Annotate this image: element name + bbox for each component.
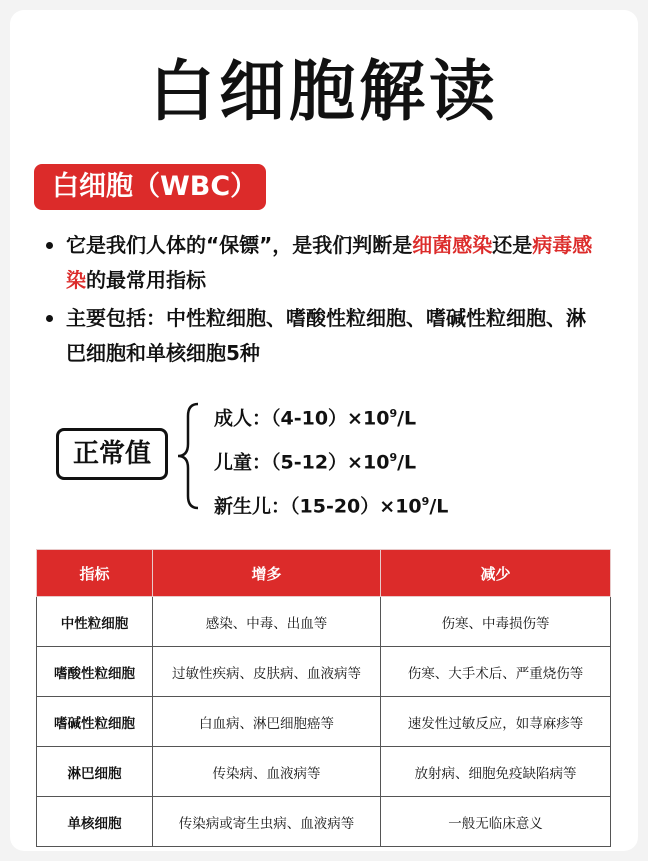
range-unit: /L: [429, 495, 449, 518]
range-unit: /L: [397, 451, 417, 474]
page-title: 白细胞解读: [149, 53, 499, 130]
viral-infection-highlight: 病毒感染: [66, 233, 593, 292]
cell-indicator: 嗜碱性粒细胞: [37, 697, 153, 747]
bullet1-text-2: 还是: [492, 233, 533, 257]
cell-decrease: 放射病、细胞免疫缺陷病等: [381, 747, 611, 797]
cell-increase: 感染、中毒、出血等: [153, 597, 381, 647]
range-exponent: 9: [389, 451, 398, 464]
table-header-row: [37, 550, 611, 597]
cell-decrease: 速发性过敏反应，如荨麻疹等: [381, 697, 611, 747]
table-row: [37, 747, 611, 797]
table-row: [37, 797, 611, 847]
cell-decrease: 伤寒、中毒损伤等: [381, 597, 611, 647]
range-exponent: 9: [389, 407, 398, 420]
range-unit: /L: [397, 407, 417, 430]
bullet1-text-3: 的最常用指标: [86, 268, 206, 292]
cell-increase: 传染病、血液病等: [153, 747, 381, 797]
table-row: [37, 647, 611, 697]
bullet-item-role: [44, 228, 604, 298]
header-increase: 增多: [153, 550, 381, 597]
table-row: [37, 697, 611, 747]
cell-indicator: 淋巴细胞: [37, 747, 153, 797]
cell-increase: 传染病或寄生虫病、血液病等: [153, 797, 381, 847]
bullet1-text-1: 它是我们人体的“保镖”，是我们判断是: [66, 233, 413, 257]
range-value: （4-10）×10: [271, 407, 390, 430]
cell-decrease: 一般无临床意义: [381, 797, 611, 847]
range-label: 儿童：: [214, 451, 272, 474]
cell-increase: 过敏性疾病、皮肤病、血液病等: [153, 647, 381, 697]
cell-increase: 白血病、淋巴细胞癌等: [153, 697, 381, 747]
bacterial-infection-highlight: 细菌感染: [412, 233, 493, 257]
cell-indicator: 中性粒细胞: [37, 597, 153, 647]
table-row: [37, 597, 611, 647]
range-child: [214, 442, 448, 486]
bullet-item-types: [44, 301, 604, 371]
section-badge: 白细胞（WBC）: [34, 164, 266, 210]
range-exponent: 9: [421, 495, 430, 508]
cell-indicator: 单核细胞: [37, 797, 153, 847]
cell-indicator: 嗜酸性粒细胞: [37, 647, 153, 697]
curly-brace-icon: [176, 402, 202, 510]
range-value: （5-12）×10: [271, 451, 390, 474]
bullet-list: [44, 228, 604, 374]
range-value: （15-20）×10: [290, 495, 422, 518]
cell-decrease: 伤寒、大手术后、严重烧伤等: [381, 647, 611, 697]
indicator-table: [36, 549, 611, 847]
header-decrease: 减少: [381, 550, 611, 597]
range-newborn: [214, 486, 448, 530]
bullet2-text: 主要包括：中性粒细胞、嗜酸性粒细胞、嗜碱性粒细胞、淋巴细胞和单核细胞5种: [66, 306, 586, 365]
range-label: 成人：: [214, 407, 272, 430]
range-label: 新生儿：: [214, 495, 291, 518]
normal-value-label: 正常值: [56, 428, 168, 480]
normal-ranges: [214, 398, 448, 530]
header-indicator: 指标: [37, 550, 153, 597]
range-adult: [214, 398, 448, 442]
